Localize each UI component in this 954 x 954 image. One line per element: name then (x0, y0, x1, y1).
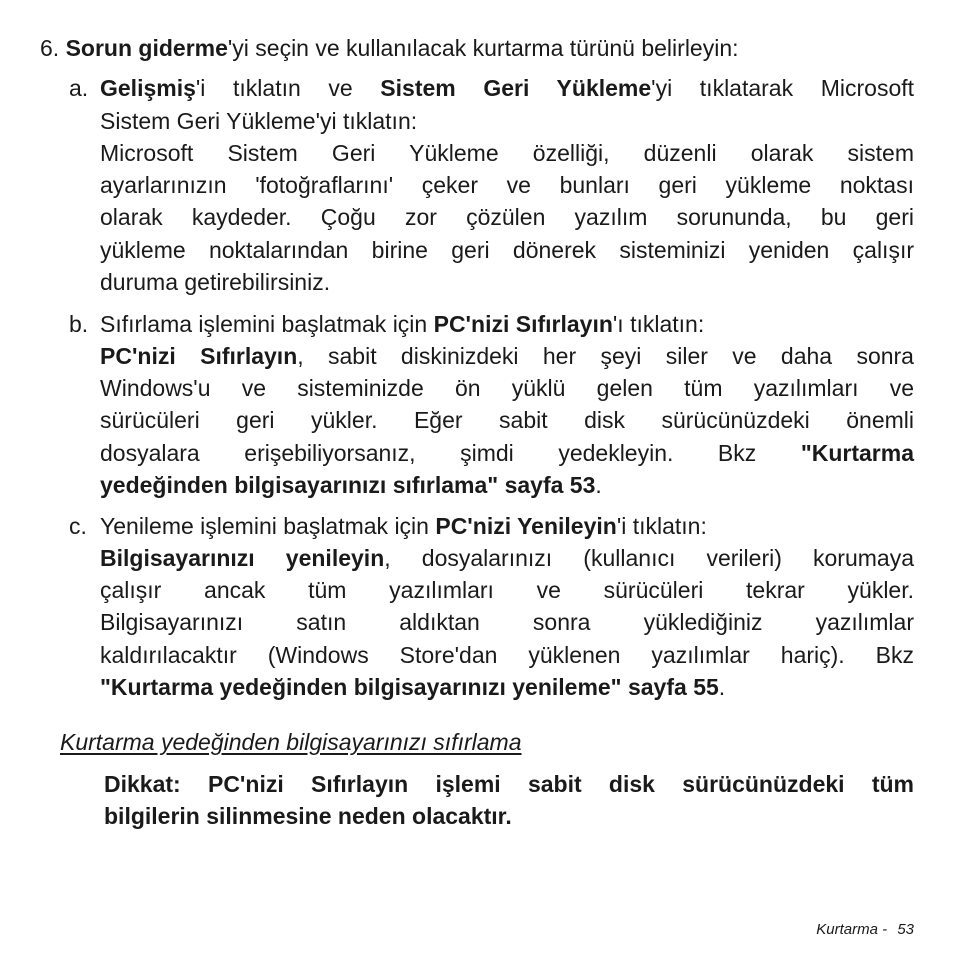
item-a-para-3: olarak kaydeder. Çoğu zor çözülen yazılım sorununda, bu geri (100, 204, 914, 230)
item-c-para-5-period: . (718, 674, 726, 700)
footer-page-number: 53 (897, 921, 914, 938)
item-a-line-2: Sistem Geri Yükleme'yi tıklatın: (100, 108, 418, 134)
item-a-para-5: duruma getirebilirsiniz. (100, 269, 331, 295)
yenileme-page-reference: "Kurtarma yedeğinden bilgisayarınızı yenileme" sayfa 55 (100, 674, 719, 700)
warning-text-2: bilgilerin silinmesine neden olacaktır. (104, 803, 512, 829)
item-a-para-2: ayarlarınızın 'fotoğraflarını' çeker ve bunları geri yükleme noktası (100, 172, 914, 198)
item-c-para-1-text: , dosyalarınızı (kullanıcı verileri) korumaya (384, 545, 914, 571)
item-c-letter: c. (69, 513, 87, 539)
item-a-para-4: yükleme noktalarından birine geri dönerek sisteminizi yeniden çalışır (100, 237, 914, 263)
pc-sifirlayin-bold-2: PC'nizi Sıfırlayın (100, 343, 298, 369)
item-a-letter: a. (69, 75, 89, 101)
step-6-text: 'yi seçin ve kullanılacak kurtarma türünü belirleyin: (227, 35, 739, 61)
item-b-para-1-text: , sabit diskinizdeki her şeyi siler ve daha sonra (297, 343, 914, 369)
gelismis-bold: Gelişmiş (100, 75, 196, 101)
pc-sifirlayin-bold: PC'nizi Sıfırlayın (433, 311, 613, 337)
kurtarma-link-start: "Kurtarma (800, 440, 914, 466)
item-a-line-1 (100, 72, 914, 105)
section-heading: Kurtarma yedeğinden bilgisayarınızı sıfırlama (60, 729, 522, 755)
item-c-para-4: kaldırılacaktır (Windows Store'dan yüklenen yazılımlar hariç). Bkz (100, 642, 914, 668)
footer-section: Kurtarma - (816, 921, 888, 938)
item-b-text-1: Sıfırlama işlemini başlatmak için (100, 311, 434, 337)
item-a-text-2: 'yi tıklatarak Microsoft (651, 75, 915, 101)
item-b-para-2: Windows'u ve sisteminizde ön yüklü gelen tüm yazılımları ve (100, 375, 914, 401)
warning-text-1: Dikkat: PC'nizi Sıfırlayın işlemi sabit disk sürücünüzdeki tüm (104, 771, 914, 797)
warning-line-2 (104, 800, 512, 833)
pc-yenileyin-bold: PC'nizi Yenileyin (435, 513, 617, 539)
item-b-para-5 (100, 469, 602, 502)
step-6-bold: Sorun giderme (65, 35, 228, 61)
item-a-para-1: Microsoft Sistem Geri Yükleme özelliği, düzenli olarak sistem (100, 140, 914, 166)
sifirlama-page-reference: yedeğinden bilgisayarınızı sıfırlama" sayfa 53 (100, 472, 596, 498)
item-c-text-1: Yenileme işlemini başlatmak için (100, 513, 436, 539)
item-b-line-1 (100, 308, 704, 341)
item-b-para-1 (100, 340, 914, 373)
item-b-para-5-period: . (595, 472, 602, 498)
page-footer (816, 914, 914, 947)
item-c-para-3: Bilgisayarınızı satın aldıktan sonra yüklediğiniz yazılımlar (100, 609, 914, 635)
sistem-geri-yukleme-bold: Sistem Geri Yükleme (380, 75, 652, 101)
bilgisayarinizi-yenileyin-bold: Bilgisayarınızı yenileyin (100, 545, 385, 571)
item-c-text-2: 'i tıklatın: (616, 513, 707, 539)
item-b-para-3: sürücüleri geri yükler. Eğer sabit disk sürücünüzdeki önemli (100, 407, 914, 433)
item-c-line-1 (100, 510, 707, 543)
warning-line-1 (104, 768, 914, 801)
item-c-para-1 (100, 542, 914, 575)
item-b-letter: b. (69, 311, 89, 337)
step-6-line (40, 32, 739, 65)
item-b-para-4 (100, 437, 914, 470)
item-b-text-2: 'ı tıklatın: (612, 311, 705, 337)
item-c-para-2: çalışır ancak tüm yazılımları ve sürücüleri tekrar yükler. (100, 577, 914, 603)
step-number: 6. (40, 35, 60, 61)
item-c-para-5 (100, 671, 725, 704)
item-b-para-4-text: dosyalara erişebiliyorsanız, şimdi yedekleyin. Bkz (100, 440, 801, 466)
item-a-text-1: 'i tıklatın ve (195, 75, 381, 101)
